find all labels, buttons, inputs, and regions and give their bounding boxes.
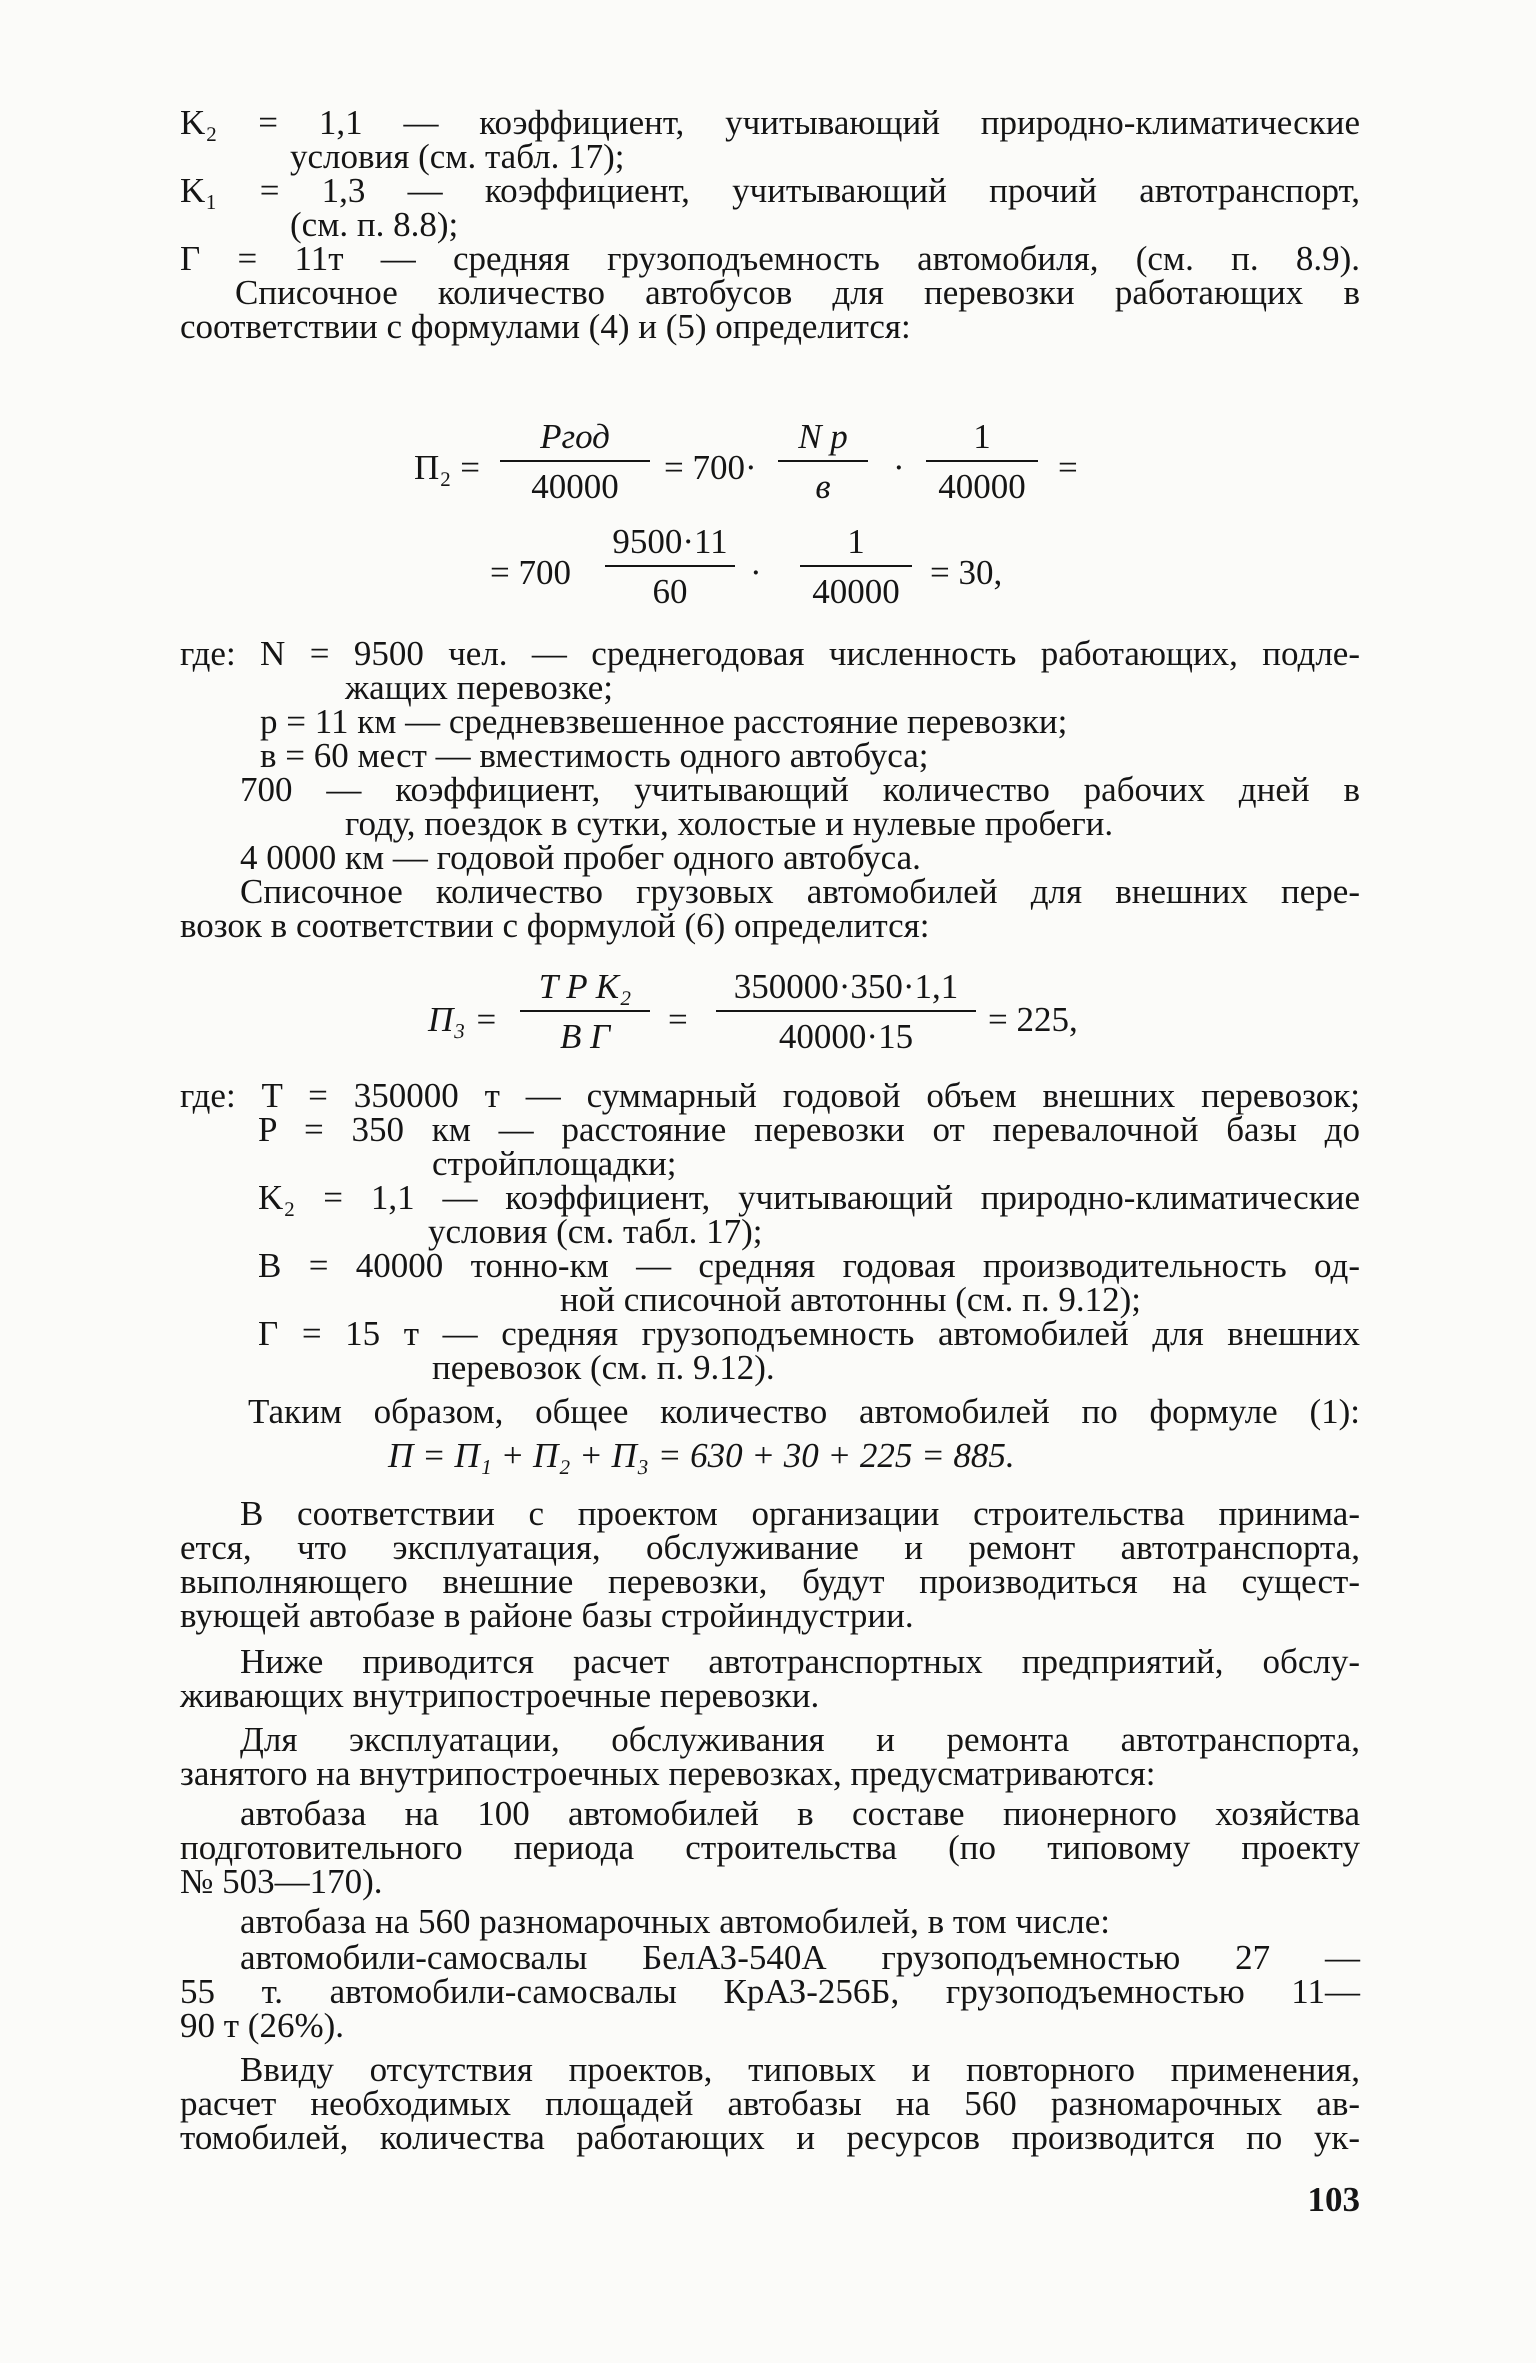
text-line: занятого на внутрипостроечных перевозках, предусматриваются: bbox=[180, 1754, 1156, 1793]
formula-operator: · bbox=[893, 448, 905, 487]
formula-operator: = bbox=[668, 1000, 688, 1039]
text-line: году, поездок в сутки, холостые и нулевые пробеги. bbox=[345, 804, 1114, 843]
formula-operator: · bbox=[750, 553, 762, 592]
formula-result: = 30, bbox=[930, 553, 1003, 592]
text-line: 55 т. автомобили-самосвалы КрАЗ-256Б, грузоподъемностью 11— bbox=[180, 1972, 1360, 2011]
fraction-denominator: 40000 bbox=[938, 467, 1026, 506]
fraction-numerator: N p bbox=[798, 417, 848, 456]
text-line: Ввиду отсутствия проектов, типовых и повторного применения, bbox=[240, 2050, 1360, 2089]
formula-operator: = bbox=[1058, 448, 1078, 487]
formula-lhs: П₃ = bbox=[428, 1000, 498, 1039]
text-line: 700 — коэффициент, учитывающий количество рабочих дней в bbox=[240, 770, 1360, 809]
text-line: Списочное количество грузовых автомобилей для внешних пере- bbox=[240, 872, 1360, 911]
fraction-bar bbox=[800, 565, 912, 567]
text-line: p = 11 км — средневзвешенное расстояние перевозки; bbox=[260, 702, 1068, 741]
text-line: Для эксплуатации, обслуживания и ремонта автотранспорта, bbox=[240, 1720, 1360, 1759]
fraction-bar bbox=[520, 1010, 650, 1012]
fraction-denominator: B Г bbox=[559, 1017, 611, 1056]
fraction-denominator: в bbox=[815, 467, 831, 506]
fraction-bar bbox=[926, 460, 1038, 462]
text-line: автобаза на 100 автомобилей в составе пионерного хозяйства bbox=[240, 1794, 1360, 1833]
text-line: В соответствии с проектом организации строительства принима- bbox=[240, 1494, 1360, 1533]
text-line: B = 40000 тонно-км — средняя годовая производительность од- bbox=[258, 1246, 1360, 1285]
text-line: где: N = 9500 чел. — среднегодовая численность работающих, подле- bbox=[180, 634, 1360, 673]
page-number: 103 bbox=[1307, 2180, 1360, 2219]
text-line: (см. п. 8.8); bbox=[290, 205, 459, 244]
fraction-denominator: 40000 bbox=[812, 572, 900, 611]
formula-lhs: П₂ = bbox=[414, 448, 480, 487]
text-line: ной списочной автотонны (см. п. 9.12); bbox=[560, 1280, 1141, 1319]
fraction-denominator: 60 bbox=[652, 572, 688, 611]
text-line: соответствии с формулами (4) и (5) определится: bbox=[180, 307, 911, 346]
text-line: вующей автобазе в районе базы стройиндустрии. bbox=[180, 1596, 914, 1635]
formula-total: П = П₁ + П₂ + П₃ = 630 + 30 + 225 = 885. bbox=[388, 1436, 1015, 1475]
text-line: ется, что эксплуатация, обслуживание и ремонт автотранспорта, bbox=[180, 1528, 1360, 1567]
fraction-bar bbox=[716, 1010, 976, 1012]
fraction-numerator: 1 bbox=[847, 522, 865, 561]
text-line: K₁ = 1,3 — коэффициент, учитывающий прочий автотранспорт, bbox=[180, 171, 1360, 210]
fraction-bar bbox=[778, 460, 868, 462]
text-line: стройплощадки; bbox=[432, 1144, 677, 1183]
fraction-numerator: 350000·350·1,1 bbox=[733, 967, 959, 1006]
text-line: автобаза на 560 разномарочных автомобилей, в том числе: bbox=[240, 1902, 1111, 1941]
fraction-bar bbox=[605, 565, 735, 567]
text-line: № 503—170). bbox=[180, 1862, 383, 1901]
fraction-denominator: 40000 bbox=[531, 467, 619, 506]
text-line: Г = 15 т — средняя грузоподъемность автомобилей для внешних bbox=[258, 1314, 1360, 1353]
fraction-bar bbox=[500, 460, 650, 462]
text-line: Г = 11т — средняя грузоподъемность автомобиля, (см. п. 8.9). bbox=[180, 239, 1360, 278]
fraction-numerator: Pгод bbox=[540, 417, 610, 456]
text-line: 4 0000 км — годовой пробег одного автобуса. bbox=[240, 838, 921, 877]
text-line: возок в соответствии с формулой (6) определится: bbox=[180, 906, 930, 945]
text-line: выполняющего внешние перевозки, будут производиться на сущест- bbox=[180, 1562, 1360, 1601]
text-line: перевозок (см. п. 9.12). bbox=[432, 1348, 775, 1387]
text-line: K₂ = 1,1 — коэффициент, учитывающий природно-климатические bbox=[258, 1178, 1360, 1217]
fraction-numerator: 9500·11 bbox=[612, 522, 728, 561]
fraction-numerator: 1 bbox=[973, 417, 991, 456]
text-line: P = 350 км — расстояние перевозки от перевалочной базы до bbox=[258, 1110, 1360, 1149]
text-line: автомобили-самосвалы БелАЗ-540А грузоподъемностью 27 — bbox=[240, 1938, 1360, 1977]
text-line: условия (см. табл. 17); bbox=[290, 137, 625, 176]
text-line: подготовительного периода строительства (по типовому проекту bbox=[180, 1828, 1360, 1867]
text-line: жащих перевозке; bbox=[345, 668, 613, 707]
fraction-numerator: T P K₂ bbox=[538, 967, 632, 1006]
text-line: где: T = 350000 т — суммарный годовой объем внешних перевозок; bbox=[180, 1076, 1360, 1115]
fraction-denominator: 40000·15 bbox=[778, 1017, 914, 1056]
text-line: Списочное количество автобусов для перевозки работающих в bbox=[235, 273, 1360, 312]
formula-operator: = 700 bbox=[490, 553, 571, 592]
text-line: в = 60 мест — вместимость одного автобуса; bbox=[260, 736, 929, 775]
formula-operator: = 700· bbox=[664, 448, 757, 487]
text-line: томобилей, количества работающих и ресурсов производится по ук- bbox=[180, 2118, 1360, 2157]
text-line: 90 т (26%). bbox=[180, 2006, 345, 2045]
text-line: Ниже приводится расчет автотранспортных предприятий, обслу- bbox=[240, 1642, 1360, 1681]
text-line: Таким образом, общее количество автомобилей по формуле (1): bbox=[248, 1392, 1360, 1431]
text-line: живающих внутрипостроечные перевозки. bbox=[180, 1676, 820, 1715]
formula-result: = 225, bbox=[988, 1000, 1078, 1039]
text-line: расчет необходимых площадей автобазы на 560 разномарочных ав- bbox=[180, 2084, 1360, 2123]
text-line: K₂ = 1,1 — коэффициент, учитывающий природно-климатические bbox=[180, 103, 1360, 142]
text-line: условия (см. табл. 17); bbox=[428, 1212, 763, 1251]
